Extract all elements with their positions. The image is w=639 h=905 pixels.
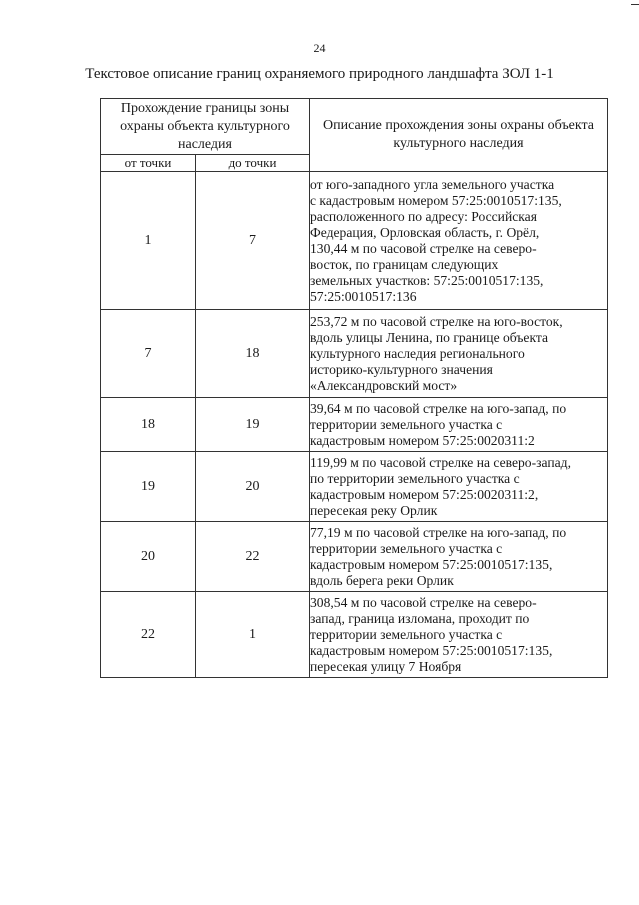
table-row [101, 522, 608, 592]
header-boundary-group: Прохождение границы зоны охраны объекта культурного наследия [101, 99, 310, 155]
table-row [101, 398, 608, 452]
description-cell: 308,54 м по часовой стрелке на северо- запад, граница изломана, проходит по территории земельного участка с кадастровым номером 57:25:0010517:135, пересекая улицу 7 Ноября [310, 592, 608, 678]
from-point-cell: 22 [101, 592, 196, 678]
to-point-cell: 22 [196, 522, 310, 592]
description-cell: 77,19 м по часовой стрелке на юго-запад, по территории земельного участка с кадастровым номером 57:25:0010517:135, вдоль берега реки Орлик [310, 522, 608, 592]
description-cell: 253,72 м по часовой стрелке на юго-восток, вдоль улицы Ленина, по границе объекта культурного наследия регионального историко-культурного значения «Александровский мост» [310, 310, 608, 398]
boundary-table [100, 98, 608, 678]
to-point-cell: 19 [196, 398, 310, 452]
edge-mark [631, 4, 639, 5]
header-from-point: от точки [101, 155, 196, 172]
from-point-cell: 1 [101, 172, 196, 310]
table-row [101, 310, 608, 398]
to-point-cell: 18 [196, 310, 310, 398]
from-point-cell: 20 [101, 522, 196, 592]
description-cell: от юго-западного угла земельного участка с кадастровым номером 57:25:0010517:135, расположенного по адресу: Российская Федерация, Орловская область, г. Орёл, 130,44 м по часовой стрелке на северо- восток, по границам следующих земельных участков: 57:25:0010517:135, 57:25:0010517:136 [310, 172, 608, 310]
table-row [101, 592, 608, 678]
from-point-cell: 19 [101, 452, 196, 522]
page-number: 24 [313, 41, 326, 55]
header-description: Описание прохождения зоны охраны объекта культурного наследия [310, 99, 608, 172]
header-to-point: до точки [196, 155, 310, 172]
to-point-cell: 7 [196, 172, 310, 310]
table-row [101, 172, 608, 310]
document-title: Текстовое описание границ охраняемого природного ландшафта ЗОЛ 1-1 [85, 66, 554, 82]
table-row [101, 452, 608, 522]
description-cell: 39,64 м по часовой стрелке на юго-запад, по территории земельного участка с кадастровым номером 57:25:0020311:2 [310, 398, 608, 452]
from-point-cell: 7 [101, 310, 196, 398]
to-point-cell: 20 [196, 452, 310, 522]
description-cell: 119,99 м по часовой стрелке на северо-запад, по территории земельного участка с кадастровым номером 57:25:0020311:2, пересекая реку Орлик [310, 452, 608, 522]
from-point-cell: 18 [101, 398, 196, 452]
to-point-cell: 1 [196, 592, 310, 678]
